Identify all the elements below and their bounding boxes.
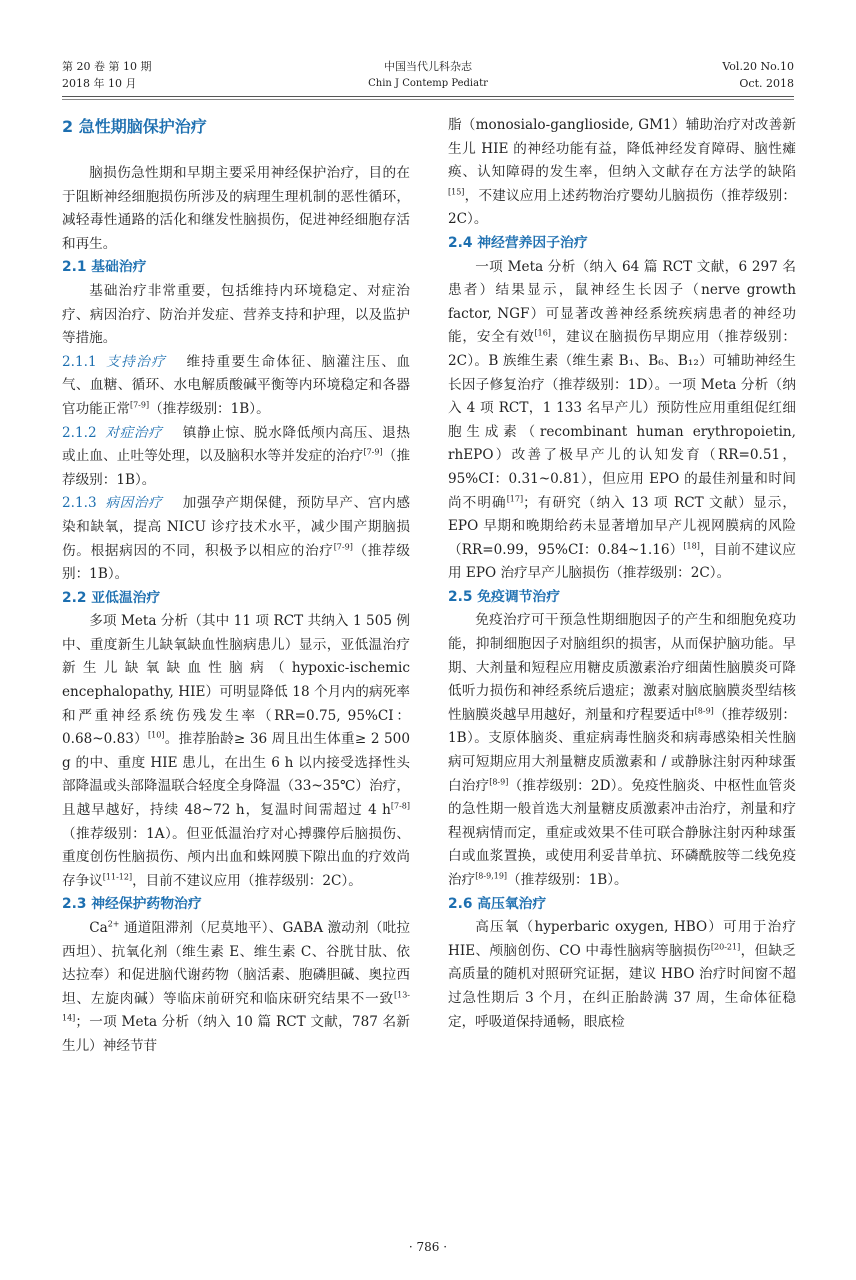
paragraph-2-3: $Ca^{2+}$ 通道阻滞剂（尼莫地平）、GABA 激动剂（吡拉西坦）、抗氧化剂（维生素 E、维生素 C、谷胱甘肽、依达拉奉）和促进脑代谢药物（脑活素、胞磷胆碱、奥拉西坦、左旋肉碱）等临床前研究和临床研究结果不一致[13-14]；一项 Meta 分析（纳入 10 篇 RCT 文献，787 名新生儿）神经节苷 [62,919,410,1054]
citation: [17] [506,493,524,503]
right-column [448,114,796,1034]
paragraph-2-5: 免疫治疗可干预急性期细胞因子的产生和细胞免疫功能，抑制细胞因子对脑组织的损害，从而保护脑功能。早期、大剂量和短程应用糖皮质激素治疗细菌性脑膜炎可降低听力损伤和神经系统后遗症；激素对脑底脑膜炎型结核性脑膜炎越早用越好，剂量和疗程要适中[8-9]（推荐级别：1B）。支原体脑炎、重症病毒性脑炎和病毒感染相关性脑病可短期应用大剂量糖皮质激素和 / 或静脉注射丙种球蛋白治疗[8-9]（推荐级别：2D）。免疫性脑炎、中枢性血管炎的急性期一般首选大剂量糖皮质激素冲击治疗，剂量和疗程视病情而定，重症或效果不佳可联合静脉注射丙种球蛋白或血浆置换，或使用利妥昔单抗、环磷酰胺等二线免疫治疗[8-9,19]（推荐级别：1B）。 [448,612,797,888]
journal-volume-info-en [722,58,794,92]
journal-name-en: Chin J Contemp Pediatr [368,78,488,89]
paragraph-2-3-cont: 脂（monosialo-ganglioside, GM1）辅助治疗对改善新生儿 HIE 的神经功能有益，降低神经发育障碍、脑性瘫痪、认知障碍的发生率，但纳入文献存在方法学的缺陷[15]，不建议应用上述药物治疗婴幼儿脑损伤（推荐级别：2C）。 [448,117,796,228]
intro-paragraph: 脑损伤急性期和早期主要采用神经保护治疗，目的在于阻断神经细胞损伤所涉及的病理生理机制的恶性循环，减轻毒性通路的活化和继发性脑损伤，促进神经细胞存活和再生。 [62,165,410,252]
citation: [18] [683,541,700,551]
header-rule [62,96,794,97]
citation: [7-8] [390,801,410,811]
issue-date-en: Oct. 2018 [739,77,794,90]
citation: [7-9] [129,400,150,410]
citation: [7-9] [363,447,383,457]
left-column [62,114,410,1059]
citation: [11-12] [102,872,133,882]
paragraph-2-1-1: 2.1.1 支持治疗 维持重要生命体征、脑灌注压、血气、血糖、循环、水电解质酸碱平衡等内环境稳定和各器官功能正常[7-9]（推荐级别：1B）。 [62,353,411,417]
header-rule-thin [62,99,794,100]
page-number: · 786 · [408,1240,448,1254]
volume-issue-en: Vol.20 No.10 [722,60,794,73]
paragraph-2-1-3: 2.1.3 病因治疗 加强孕产期保健，预防早产、宫内感染和缺氧，提高 NICU 诊疗技术水平，减少围产期脑损伤。根据病因的不同，积极予以相应的治疗[7-9]（推荐级别：1B）。 [62,495,411,583]
citation: [16] [534,328,551,338]
paragraph-2-2: 多项 Meta 分析（其中 11 项 RCT 共纳入 1 505 例中、重度新生儿缺氧缺血性脑病患儿）显示，亚低温治疗新生儿缺氧缺血性脑病（hypoxic-ischemic encephalopathy, HIE）可明显降低 18 个月内的病死率和严重神经系统伤残发生率（RR=0.75, 95%CI：0.68~0.83）[10]。推荐胎龄≥ 36 周且出生体重≥ 2 500 g 的中、重度 HIE 患儿，在出生 6 h 以内接受选择性头部降温或头部降温联合轻度全身降温（33~35℃）治疗，且越早越好，持续 48~72 h，复温时间需超过 4 h[7-8]（推荐级别：1A）。但亚低温治疗对心搏骤停后脑损伤、重度创伤性脑损伤、颅内出血和蛛网膜下隙出血的疗效尚存争议[11-12]，目前不建议应用（推荐级别：2C）。 [62,613,410,889]
citation: [8-9] [489,777,509,787]
citation: [8-9,19] [475,871,508,881]
subsection-heading-2-5: 2.5 免疫调节治疗 [448,588,561,605]
running-header [62,58,794,96]
section-heading: 2 急性期脑保护治疗 [62,117,207,136]
subsection-heading-2-4: 2.4 神经营养因子治疗 [448,234,588,251]
paragraph-2-1: 基础治疗非常重要，包括维持内环境稳定、对症治疗、病因治疗、防治并发症、营养支持和护理，以及监护等措施。 [62,282,410,347]
citation: [7-9] [333,541,353,551]
subsection-heading-2-1: 2.1 基础治疗 [62,259,147,276]
subsection-heading-2-3: 2.3 神经保护药物治疗 [62,896,202,913]
paragraph-2-6: 高压氧（hyperbaric oxygen, HBO）可用于治疗 HIE、颅脑创伤、CO 中毒性脑病等脑损伤[20-21]，但缺乏高质量的随机对照研究证据，建议 HBO 治疗时间窗不超过急性期后 3 个月，在纠正胎龄满 37 周，生命体征稳定，呼吸道保持通畅，眼底检 [448,919,797,1030]
paragraph-2-1-2: 2.1.2 对症治疗 镇静止惊、脱水降低颅内高压、退热或止血、止吐等处理，以及脑积水等并发症的治疗[7-9]（推荐级别：1B）。 [62,424,411,488]
citation: [20-21] [710,942,741,952]
issue-date: 2018 年 10 月 [62,77,137,90]
subsection-heading-2-6: 2.6 高压氧治疗 [448,895,547,912]
citation: [8-9] [694,706,714,716]
journal-name-cn: 中国当代儿科杂志 [384,60,472,73]
journal-title [62,58,794,92]
citation: [13-14] [62,990,410,1023]
volume-issue: 第 20 卷 第 10 期 [62,60,152,73]
citation: [15] [448,187,465,197]
paragraph-2-4: 一项 Meta 分析（纳入 64 篇 RCT 文献，6 297 名患者）结果显示，鼠神经生长因子（nerve growth factor, NGF）可显著改善神经系统疾病患者的神经功能，安全有效[16]，建议在脑损伤早期应用（推荐级别：2C）。B 族维生素（维生素 B₁、B₆、B₁₂）可辅助神经生长因子修复治疗（推荐级别：1D）。一项 Meta 分析（纳入 4 项 RCT，1 133 名早产儿）预防性应用重组促红细胞生成素（recombinant human erythropoietin, rhEPO）改善了极早产儿的认知发育（RR=0.51，95%CI：0.31~0.81），但应用 EPO 的最佳剂量和时间尚不明确[17]；有研究（纳入 13 项 RCT 文献）显示，EPO 早期和晚期给药未显著增加早产儿视网膜病的风险（RR=0.99，95%CI：0.84~1.16）[18]，目前不建议应用 EPO 治疗早产儿脑损伤（推荐级别：2C）。 [448,258,797,582]
citation: [10] [148,730,165,740]
subsection-heading-2-2: 2.2 亚低温治疗 [62,589,161,606]
